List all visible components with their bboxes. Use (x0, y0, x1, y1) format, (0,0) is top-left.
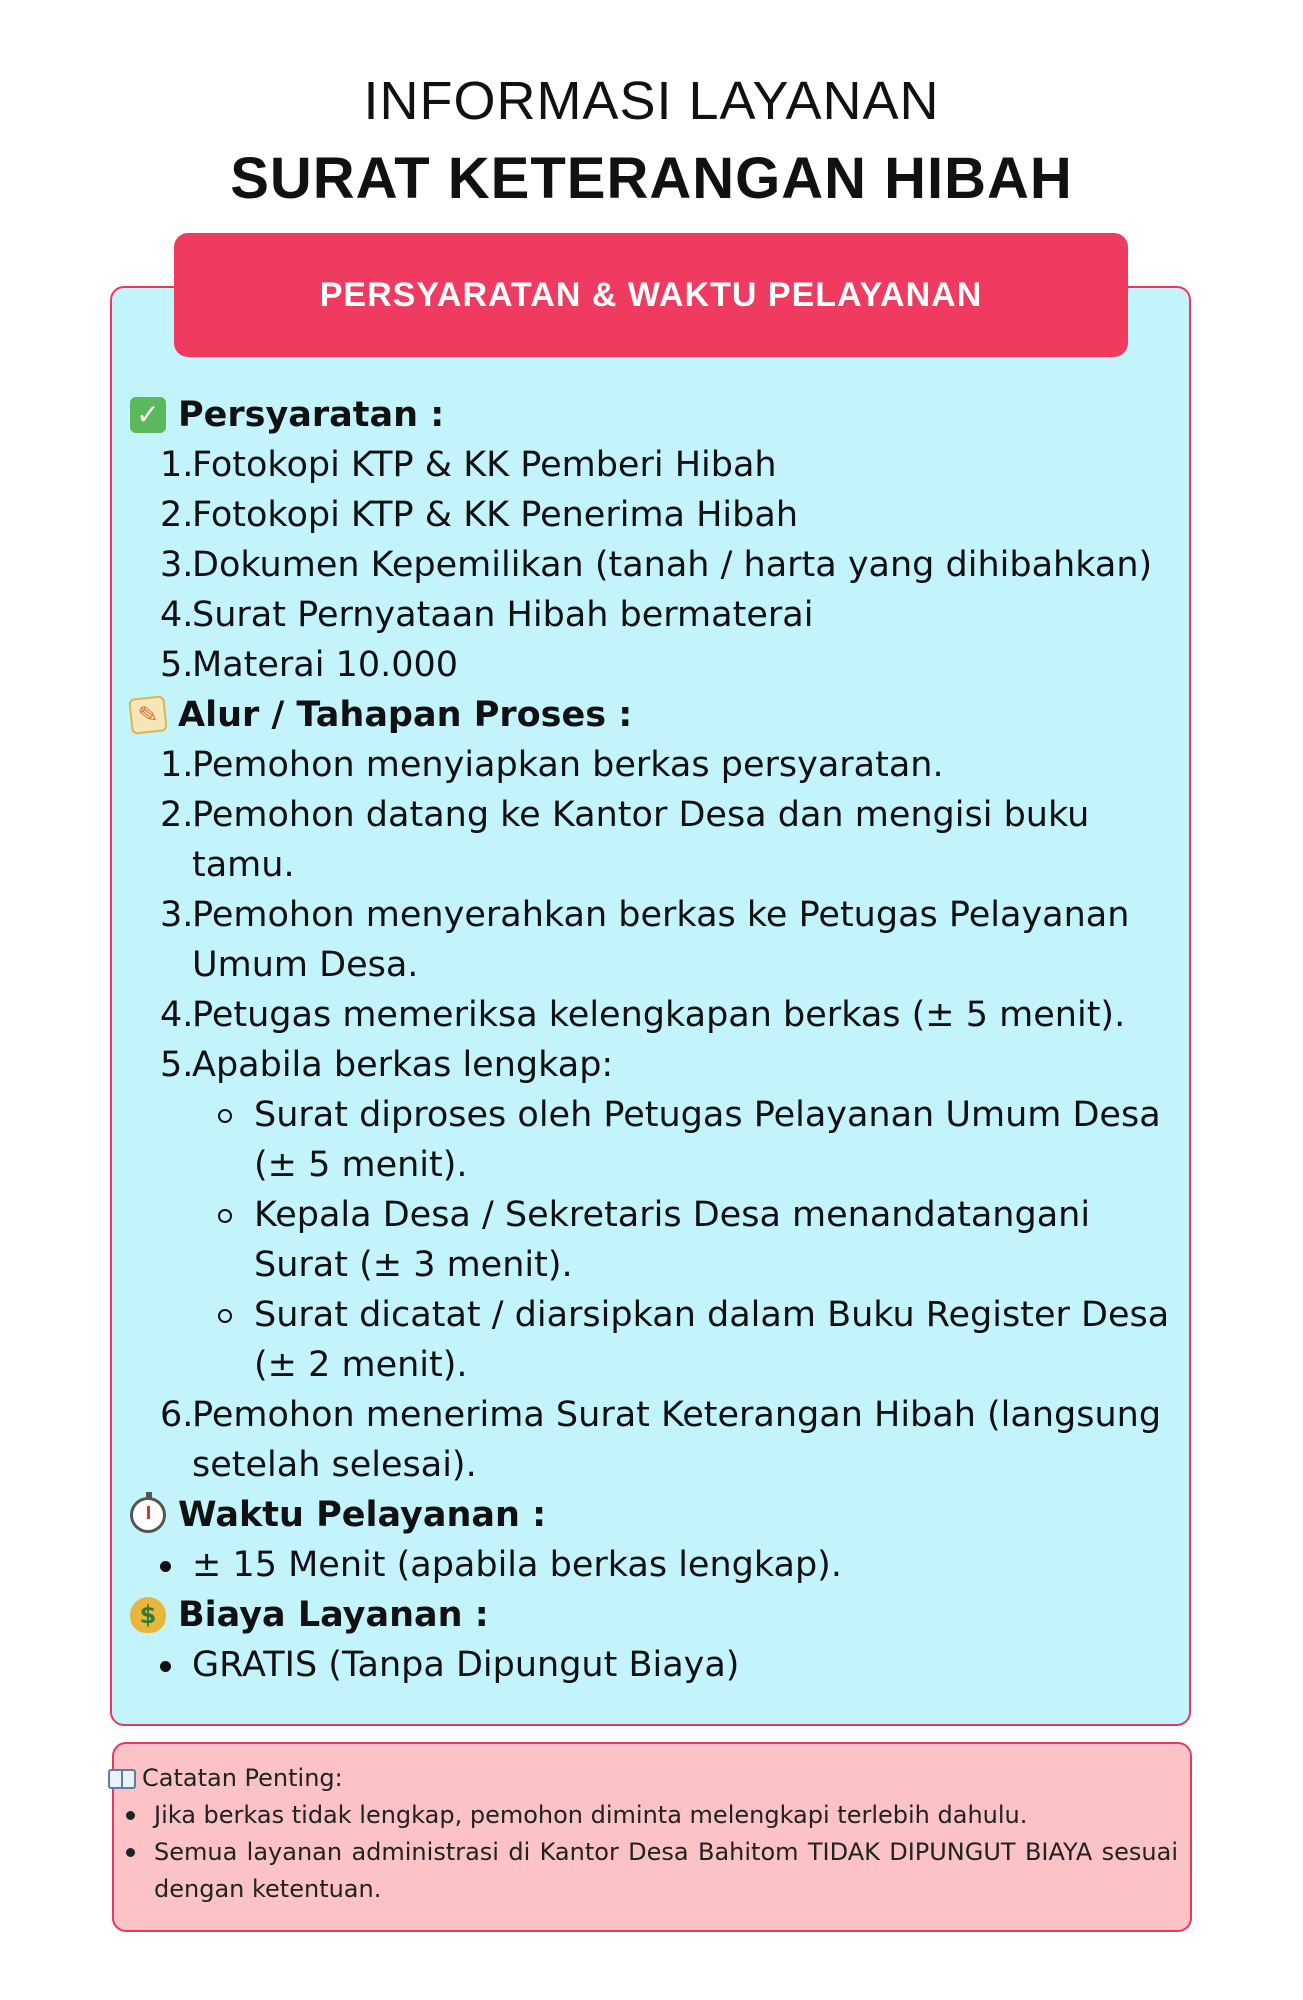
list-item (130, 790, 1170, 890)
item-number: 5. (160, 645, 194, 685)
list-item (130, 1040, 1170, 1090)
section-banner (174, 233, 1128, 357)
sub-list-item (130, 1190, 1170, 1290)
list-item (130, 1640, 1170, 1690)
item-number: 4. (160, 595, 194, 635)
sub-item-text: Kepala Desa / Sekretaris Desa menandatangani Surat (± 3 menit). (254, 1195, 1091, 1285)
section-banner-label: PERSYARATAN & WAKTU PELAYANAN (319, 275, 983, 314)
item-number: 1. (160, 445, 194, 485)
item-text: Pemohon datang ke Kantor Desa dan mengisi buku tamu. (192, 795, 1090, 885)
money-bag-icon: $ (130, 1597, 166, 1633)
item-text: GRATIS (Tanpa Dipungut Biaya) (192, 1645, 740, 1685)
list-item (130, 540, 1170, 590)
item-text: Surat Pernyataan Hibah bermaterai (192, 595, 814, 635)
check-mark-icon: ✓ (130, 397, 166, 433)
list-item (130, 490, 1170, 540)
process-list (130, 740, 1170, 1090)
list-item (130, 990, 1170, 1040)
process-heading (130, 690, 1170, 740)
requirements-list (130, 440, 1170, 690)
item-number: 2. (160, 795, 194, 835)
item-text: Pemohon menyerahkan berkas ke Petugas Pelayanan Umum Desa. (192, 895, 1130, 985)
item-number: 3. (160, 545, 194, 585)
service-time-heading (130, 1490, 1170, 1540)
list-item (130, 590, 1170, 640)
circle-bullet-icon (218, 1309, 232, 1323)
note-content (108, 1760, 1178, 1908)
bullet-icon (160, 1661, 171, 1672)
item-text: Pemohon menerima Surat Keterangan Hibah (langsung setelah selesai). (192, 1395, 1162, 1485)
requirements-heading (130, 390, 1170, 440)
circle-bullet-icon (218, 1209, 232, 1223)
list-item (130, 740, 1170, 790)
bullet-icon (126, 1811, 135, 1820)
note-item (108, 1834, 1178, 1908)
list-item (130, 640, 1170, 690)
info-content (130, 390, 1170, 1690)
note-title (108, 1760, 1178, 1797)
process-list-continued (130, 1390, 1170, 1490)
item-number: 1. (160, 745, 194, 785)
process-heading-label: Alur / Tahapan Proses : (178, 695, 633, 735)
cost-list (130, 1640, 1170, 1690)
item-text: Materai 10.000 (192, 645, 459, 685)
page-title-top: INFORMASI LAYANAN (363, 71, 940, 131)
list-item (130, 1390, 1170, 1490)
note-item-text: Jika berkas tidak lengkap, pemohon diminta melengkapi terlebih dahulu. (154, 1801, 1028, 1829)
sub-item-text: Surat diproses oleh Petugas Pelayanan Umum Desa (± 5 menit). (254, 1095, 1161, 1185)
requirements-heading-label: Persyaratan : (178, 395, 445, 435)
item-number: 4. (160, 995, 194, 1035)
list-item (130, 1540, 1170, 1590)
cost-heading-label: Biaya Layanan : (178, 1595, 489, 1635)
item-text: ± 15 Menit (apabila berkas lengkap). (192, 1545, 842, 1585)
open-book-icon (108, 1769, 136, 1789)
item-text: Fotokopi KTP & KK Penerima Hibah (192, 495, 799, 535)
bullet-icon (126, 1848, 135, 1857)
process-sublist (130, 1090, 1170, 1390)
cost-heading (130, 1590, 1170, 1640)
bullet-icon (160, 1561, 171, 1572)
item-text: Fotokopi KTP & KK Pemberi Hibah (192, 445, 777, 485)
item-text: Apabila berkas lengkap: (192, 1045, 614, 1085)
list-item (130, 890, 1170, 990)
list-item (130, 440, 1170, 490)
page-title: SURAT KETERANGAN HIBAH (230, 146, 1073, 211)
memo-icon: ✎ (128, 695, 168, 735)
item-text: Dokumen Kepemilikan (tanah / harta yang dihibahkan) (192, 545, 1153, 585)
sub-item-text: Surat dicatat / diarsipkan dalam Buku Register Desa (± 2 menit). (254, 1295, 1170, 1385)
item-number: 3. (160, 895, 194, 935)
item-number: 5. (160, 1045, 194, 1085)
service-time-list (130, 1540, 1170, 1590)
note-item (108, 1797, 1178, 1834)
stopwatch-icon (130, 1497, 166, 1533)
item-text: Pemohon menyiapkan berkas persyaratan. (192, 745, 944, 785)
item-number: 2. (160, 495, 194, 535)
note-list (108, 1797, 1178, 1908)
circle-bullet-icon (218, 1109, 232, 1123)
note-item-text: Semua layanan administrasi di Kantor Desa Bahitom TIDAK DIPUNGUT BIAYA sesuai dengan ketentuan. (154, 1838, 1178, 1903)
sub-list-item (130, 1290, 1170, 1390)
service-time-heading-label: Waktu Pelayanan : (178, 1495, 547, 1535)
note-title-label: Catatan Penting: (142, 1764, 343, 1792)
sub-list-item (130, 1090, 1170, 1190)
item-text: Petugas memeriksa kelengkapan berkas (± 5 menit). (192, 995, 1126, 1035)
item-number: 6. (160, 1395, 194, 1435)
